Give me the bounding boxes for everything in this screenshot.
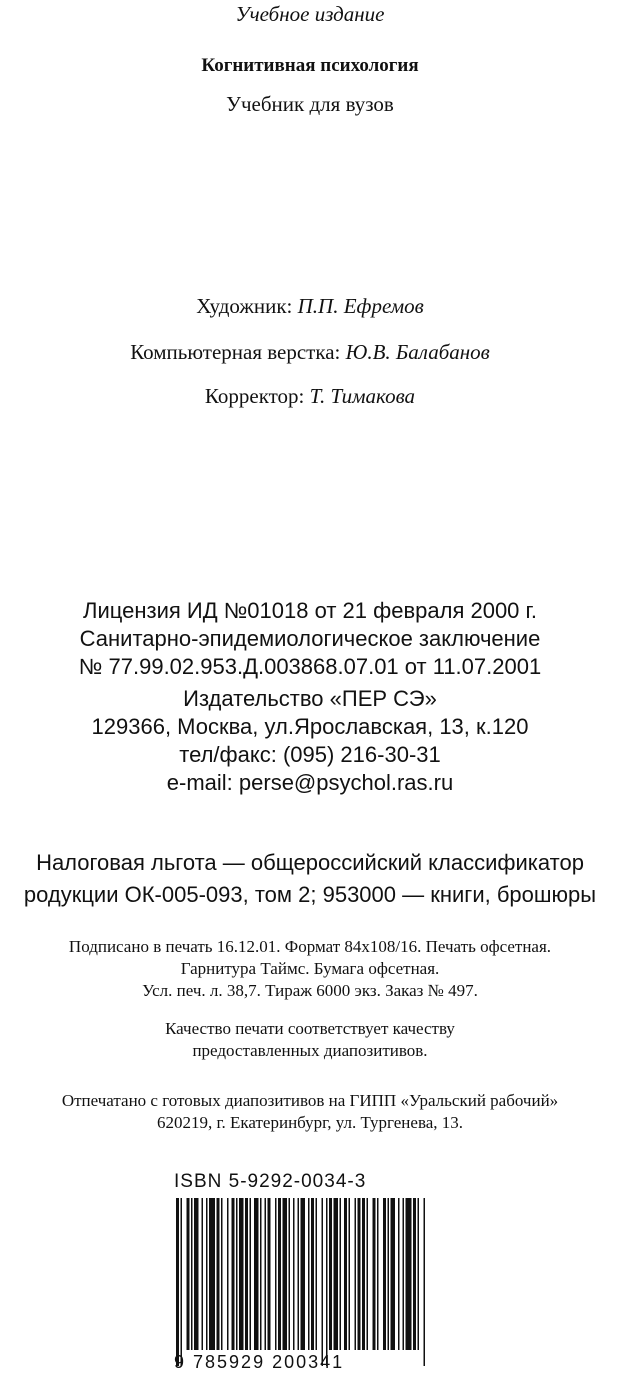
printer-line-2: 620219, г. Екатеринбург, ул. Тургенева, 13. — [156, 1113, 464, 1132]
barcode-bar — [403, 1198, 405, 1350]
publisher-address: 129366, Москва, ул.Ярославская, 13, к.120 — [91, 714, 529, 739]
print-info-line-1: Подписано в печать 16.12.01. Формат 84x108/16. Печать офсетная. — [68, 937, 552, 956]
credit-role: Корректор: — [204, 384, 305, 408]
barcode-bar — [311, 1198, 314, 1350]
sanitary-number: № 77.99.02.953.Д.003868.07.01 от 11.07.2001 — [78, 654, 542, 679]
barcode-bar — [349, 1198, 351, 1350]
barcode-bar — [298, 1198, 300, 1350]
publisher-phone: тел/факс: (095) 216-30-31 — [179, 742, 441, 767]
barcode-bar — [283, 1198, 288, 1350]
barcode-bar — [245, 1198, 248, 1350]
barcode-bar — [275, 1198, 277, 1350]
credit-role: Компьютерная верстка: — [130, 340, 341, 364]
barcode-bar — [209, 1198, 215, 1350]
barcode-bar — [206, 1198, 208, 1350]
barcode-bar — [383, 1198, 386, 1350]
publisher-name: Издательство «ПЕР СЭ» — [183, 686, 437, 711]
barcode-bar — [391, 1198, 396, 1350]
barcode-bar — [418, 1198, 420, 1350]
credit-name: П.П. Ефремов — [297, 294, 424, 318]
barcode-bar — [289, 1198, 291, 1350]
barcode-digits: 9 785929 200341 — [174, 1352, 345, 1372]
credit-layout — [0, 342, 620, 363]
quality-line-1: Качество печати соответствует качеству — [165, 1019, 455, 1038]
barcode-bar — [308, 1198, 310, 1350]
barcode-bar — [254, 1198, 259, 1350]
barcode-bar — [340, 1198, 342, 1350]
barcode-bar — [358, 1198, 361, 1350]
barcode-bar — [316, 1198, 318, 1350]
isbn-label: ISBN 5-9292-0034-3 — [174, 1171, 367, 1192]
print-info-line-2: Гарнитура Таймс. Бумага офсетная. — [180, 959, 440, 978]
barcode-bar — [362, 1198, 365, 1350]
barcode-bar — [398, 1198, 400, 1350]
barcode-bar — [221, 1198, 223, 1350]
tax-line-2: родукции ОК-005-093, том 2; 953000 — книги, брошюры — [23, 882, 597, 907]
barcode-bar — [232, 1198, 235, 1350]
book-subtitle: Учебник для вузов — [226, 92, 394, 116]
barcode-bar — [260, 1198, 262, 1350]
barcode-bar — [413, 1198, 416, 1350]
barcode-bar — [406, 1198, 412, 1350]
barcode-bar — [194, 1198, 199, 1350]
license-line: Лицензия ИД №01018 от 21 февраля 2000 г. — [83, 598, 537, 623]
barcode-bar — [239, 1198, 244, 1350]
book-title: Когнитивная психология — [201, 55, 419, 76]
print-info-line-3: Усл. печ. л. 38,7. Тираж 6000 экз. Заказ № 497. — [142, 981, 478, 1000]
barcode-bar — [202, 1198, 204, 1350]
quality-line-2: предоставленных диапозитивов. — [192, 1041, 428, 1060]
printer-line-1: Отпечатано с готовых диапозитивов на ГИПП «Уральский рабочий» — [61, 1091, 559, 1110]
barcode-bar — [181, 1198, 183, 1366]
barcode-bar — [250, 1198, 252, 1350]
barcode-bar — [344, 1198, 347, 1350]
credit-artist — [0, 296, 620, 317]
credit-role: Художник: — [196, 294, 293, 318]
barcode-bar — [367, 1198, 369, 1350]
barcode-bar — [176, 1198, 179, 1366]
barcode-bar — [268, 1198, 271, 1350]
barcode-bar — [293, 1198, 295, 1350]
barcode-bars — [174, 1198, 426, 1368]
barcode-bar — [191, 1198, 193, 1350]
barcode-bar — [388, 1198, 390, 1350]
barcode-bar — [326, 1198, 328, 1366]
credit-name: Т. Тимакова — [309, 384, 416, 408]
credit-name: Ю.В. Балабанов — [345, 340, 490, 364]
barcode-bar — [265, 1198, 267, 1350]
barcode-bar — [278, 1198, 281, 1350]
barcode-bar — [373, 1198, 376, 1350]
barcode-bar — [217, 1198, 220, 1350]
isbn-barcode — [174, 1172, 426, 1374]
barcode-bar — [334, 1198, 339, 1350]
sanitary-conclusion: Санитарно-эпидемиологическое заключение — [79, 626, 541, 651]
tax-line-1: Налоговая льгота — общероссийский классификатор — [36, 850, 584, 875]
publisher-email: e-mail: perse@psychol.ras.ru — [166, 770, 454, 795]
barcode-bar — [329, 1198, 332, 1350]
edition-type: Учебное издание — [235, 2, 385, 26]
barcode-bar — [322, 1198, 324, 1366]
credit-proofreader — [0, 386, 620, 407]
barcode-bar — [236, 1198, 238, 1350]
barcode-bar — [377, 1198, 379, 1350]
barcode-bar — [424, 1198, 426, 1366]
barcode-bar — [187, 1198, 190, 1350]
barcode-bar — [227, 1198, 229, 1350]
barcode-bar — [355, 1198, 357, 1350]
barcode-bar — [301, 1198, 306, 1350]
